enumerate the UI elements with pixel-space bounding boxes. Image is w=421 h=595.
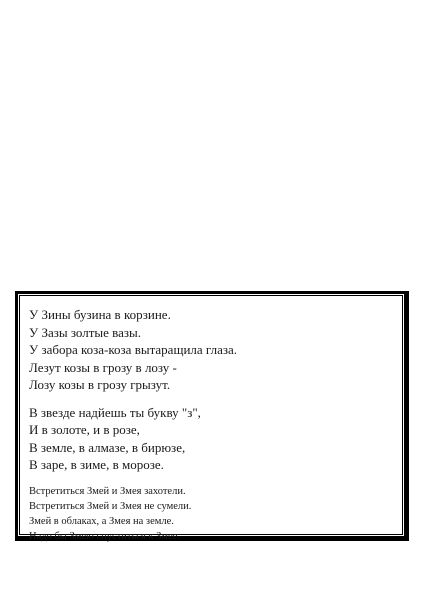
poem-inner-border (19, 295, 403, 543)
poem-line: Встретиться Змей и Змея не сумели. (29, 500, 192, 512)
stanza-2 (29, 404, 396, 474)
poem-line: В земле, в алмазе, в бирюзе, (29, 439, 186, 455)
stanza-3 (29, 484, 396, 545)
poem-line: В заре, в зиме, в морозе. (29, 457, 164, 472)
poem-line: У Зины бузина в корзине. (29, 307, 171, 322)
poem-line: Змей в облаках, а Змея на земле. (29, 515, 174, 527)
poem-line: Встретиться Змей и Змея захотели. (29, 485, 186, 497)
poem-line: В звезде надйешь ты букву "з", (29, 404, 201, 420)
poem-line: Надо бы Змею спуститься к Змее. (29, 531, 180, 543)
poem-line: У забора коза-коза вытаращила глаза. (29, 342, 238, 357)
poem-content (29, 306, 396, 543)
poem-line: У Зазы золтые вазы. (29, 324, 142, 340)
stanza-1 (29, 306, 396, 394)
poem-text-frame (15, 291, 409, 541)
poem-line: Лезут козы в грозу в лозу - (29, 359, 177, 375)
poem-line: И в золоте, и в розе, (29, 422, 140, 437)
poem-line: Лозу козы в грозу грызут. (29, 377, 171, 392)
